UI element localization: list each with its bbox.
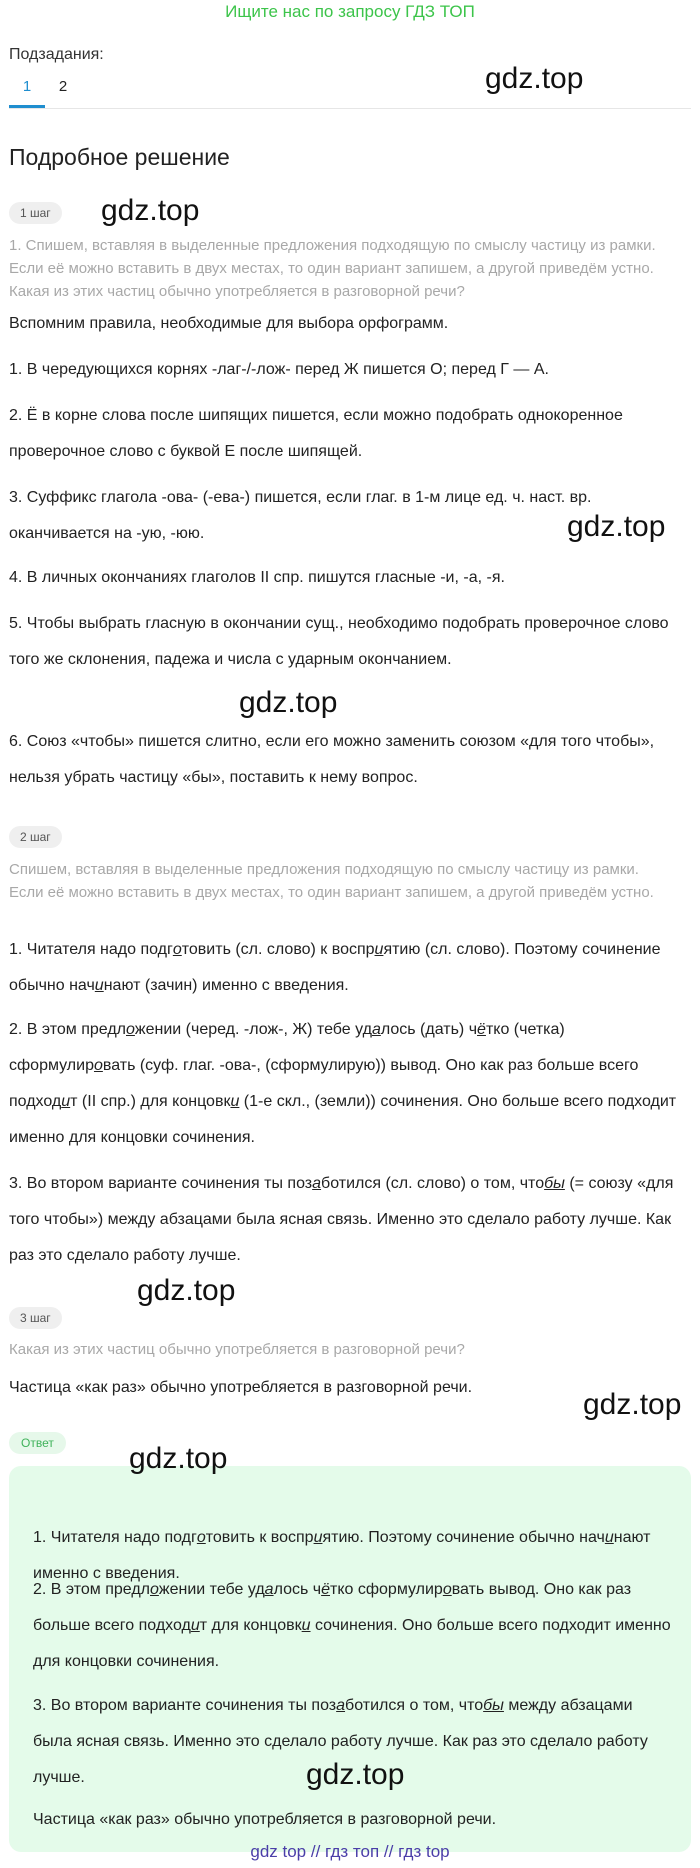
watermark: gdz.top <box>306 1758 405 1791</box>
answer-particle: Частица «как раз» обычно употребляется в разговорной речи. <box>33 1811 497 1828</box>
step-2-task: Спишем, вставляя в выделенные предложения подходящую по смыслу частицу из рамки. Если её можно вставить в двух местах, то один вариант запишем, а другой приведём устно. <box>9 861 654 901</box>
subtasks-label: Подзадания: <box>9 46 104 63</box>
step-1-rule-3: 3. Суффикс глагола -ова- (-ева-) пишется, если глаг. в 1-м лице ед. ч. наст. вр. оканчивается на -ую, -юю. <box>9 489 592 542</box>
footer-link-gdz-top-mixed[interactable]: гдз top <box>398 1842 450 1861</box>
tab-subtask-2[interactable]: 2 <box>58 78 68 95</box>
step-1-task: 1. Спишем, вставляя в выделенные предложения подходящую по смыслу частицу из рамки. Если её можно вставить в двух местах, то один вариант запишем, а другой приведём устно. Какая из этих частиц обычно употребляется в разговорной речи? <box>9 237 656 300</box>
answer-sentence-3: 3. Во втором варианте сочинения ты позаботился о том, чтобы между абзацами была ясная связь. Именно это сделало работу лучше. Как раз это сделало работу лучше. <box>33 1697 648 1786</box>
watermark: gdz.top <box>485 62 584 95</box>
step-badge-2: 2 шаг <box>9 826 62 848</box>
footer-links: gdz top // гдз топ // гдз top <box>250 1842 450 1861</box>
watermark: gdz.top <box>239 686 338 719</box>
step-1-para-0: Вспомним правила, необходимые для выбора орфограмм. <box>9 315 449 332</box>
subtask-tabs <box>9 78 81 108</box>
answer-badge: Ответ <box>9 1432 66 1454</box>
step-1-rule-4: 4. В личных окончаниях глаголов II спр. пишутся гласные -и, -а, -я. <box>9 569 505 586</box>
answer-sentence-2: 2. В этом предложении тебе удалось чётко сформулировать вывод. Оно как раз больше всего подходит для концовки сочинения. Оно больше всего подходит именно для концовки сочинения. <box>33 1581 671 1670</box>
tabs-divider <box>9 108 691 109</box>
watermark: gdz.top <box>137 1274 236 1307</box>
section-title: Подробное решение <box>9 144 230 170</box>
step-1-rule-5: 5. Чтобы выбрать гласную в окончании сущ., необходимо подобрать проверочное слово того же склонения, падежа и числа с ударным окончанием. <box>9 615 669 668</box>
step-3-answer: Частица «как раз» обычно употребляется в разговорной речи. <box>9 1379 473 1396</box>
step-1-rule-2: 2. Ё в корне слова после шипящих пишется, если можно подобрать однокоренное проверочное слово с буквой Е после шипящей. <box>9 407 623 460</box>
answer-sentence-1: 1. Читателя надо подготовить к восприятию. Поэтому сочинение обычно начинают именно с введения. <box>33 1529 651 1582</box>
watermark: gdz.top <box>129 1442 228 1475</box>
step-2-sentence-1: 1. Читателя надо подготовить (сл. слово) к восприятию (сл. слово). Поэтому сочинение обычно начинают (зачин) именно с введения. <box>9 941 661 994</box>
step-2-sentence-3: 3. Во втором варианте сочинения ты позаботился (сл. слово) о том, чтобы (= союзу «для того чтобы») между абзацами была ясная связь. Именно это сделало работу лучше. Как раз это сделало работу лучше. <box>9 1175 674 1264</box>
watermark: gdz.top <box>567 510 666 543</box>
step-1-rule-1: 1. В чередующихся корнях -лаг-/-лож- перед Ж пишется О; перед Г — А. <box>9 361 549 378</box>
step-3-task: Какая из этих частиц обычно употребляется в разговорной речи? <box>9 1341 465 1358</box>
footer-link-gdz-top-ru[interactable]: гдз топ <box>325 1842 380 1861</box>
watermark: gdz.top <box>101 194 200 227</box>
step-badge-3: 3 шаг <box>9 1307 62 1329</box>
search-banner: Ищите нас по запросу ГДЗ ТОП <box>225 2 475 21</box>
step-1-rule-6: 6. Союз «чтобы» пишется слитно, если его можно заменить союзом «для того чтобы», нельзя убрать частицу «бы», поставить к нему вопрос. <box>9 733 655 786</box>
watermark: gdz.top <box>583 1388 682 1421</box>
step-badge-1: 1 шаг <box>9 202 62 224</box>
tab-subtask-1[interactable]: 1 <box>9 78 45 108</box>
footer-link-gdz-top[interactable]: gdz top <box>250 1842 307 1861</box>
step-2-sentence-2: 2. В этом предложении (черед. -лож-, Ж) тебе удалось (дать) чётко (четка) сформулировать (суф. глаг. -ова-, (сформулирую)) вывод. Оно как раз больше всего подходит (II спр.) для концовки (1-е скл., (земли)) сочинения. Оно больше всего подходит именно для концовки сочинения. <box>9 1021 677 1146</box>
